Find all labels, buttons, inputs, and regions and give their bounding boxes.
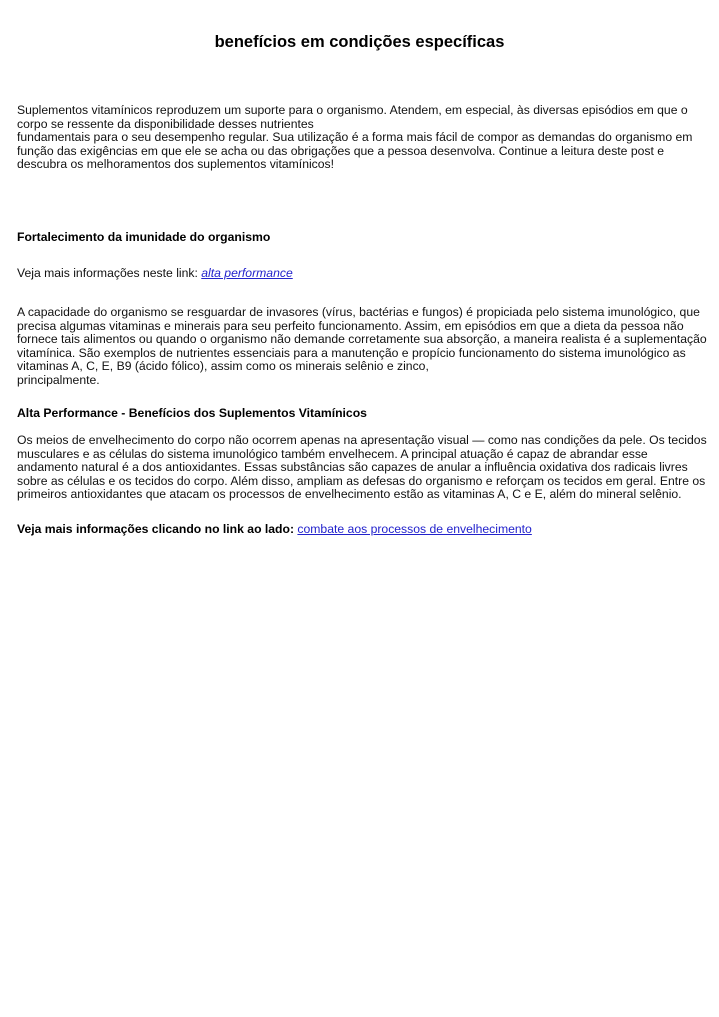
intro-paragraph	[17, 104, 707, 172]
aging-line: Os meios de envelhecimento do corpo não ocorrem apenas na apresentação visual — como nas condições da pele. Os tecidos	[17, 433, 707, 447]
section-heading-performance: Alta Performance - Benefícios dos Suplementos Vitamínicos	[17, 406, 367, 420]
intro-line: função das exigências em que ele se acha ou das obrigações que a pessoa desenvolva. Continue a leitura deste post e	[17, 143, 665, 158]
more-info-line-2	[17, 523, 707, 537]
page-title: benefícios em condições específicas	[214, 33, 505, 51]
intro-line: Suplementos vitamínicos reproduzem um suporte para o organismo. Atendem, em especial, às diversas episódios em que o	[17, 103, 688, 117]
more-info-prefix-bold: Veja mais informações clicando no link ao lado:	[17, 522, 298, 536]
aging-line: sobre as células e os tecidos do corpo. Além disso, ampliam as defesas do organismo e reforçam os tecidos em geral. Entre os	[17, 473, 706, 488]
intro-line: fundamentais para o seu desempenho regular. Sua utilização é a forma mais fácil de compor as demandas do organismo em	[17, 130, 693, 145]
immunity-line: precisa algumas vitaminas e minerais para seu perfeito funcionamento. Assim, em episódios em que a dieta da pessoa não	[17, 318, 684, 333]
more-info-line-1	[17, 267, 707, 281]
immunity-line: A capacidade do organismo se resguardar de invasores (vírus, bactérias e fungos) é propiciada pelo sistema imunológico, que	[17, 305, 700, 319]
alta-performance-link[interactable]: alta performance	[201, 266, 293, 280]
aging-line: musculares e as células do sistema imunológico também envelhecem. A principal atuação é capaz de abrandar esse	[17, 446, 648, 461]
intro-line: corpo se ressente da disponibilidade desses nutrientes	[17, 116, 314, 131]
immunity-line: vitaminas A, C, E, B9 (ácido fólico), assim como os minerais selênio e zinco,	[17, 359, 429, 374]
aging-line: andamento natural é a dos antioxidantes. Essas substâncias são capazes de anular a influência oxidativa dos radicais livres	[17, 460, 688, 475]
envelhecimento-link[interactable]: combate aos processos de envelhecimento	[297, 522, 532, 536]
immunity-line: fornece tais alimentos ou quando o organismo não demande corretamente sua absorção, a maneira realista é a suplementação	[17, 332, 707, 347]
aging-line: primeiros antioxidantes que atacam os processos de envelhecimento estão as vitaminas A, C e E, além do mineral selênio.	[17, 487, 682, 502]
immunity-line: principalmente.	[17, 372, 100, 387]
section-heading-immunity: Fortalecimento da imunidade do organismo	[17, 230, 271, 244]
aging-paragraph	[17, 434, 707, 502]
intro-line: descubra os melhoramentos dos suplementos vitamínicos!	[17, 157, 335, 172]
more-info-prefix: Veja mais informações neste link:	[17, 266, 202, 280]
immunity-line: vitamínica. São exemplos de nutrientes essenciais para a manutenção e propício funcionamento do sistema imunológico as	[17, 345, 686, 360]
immunity-paragraph	[17, 306, 707, 388]
